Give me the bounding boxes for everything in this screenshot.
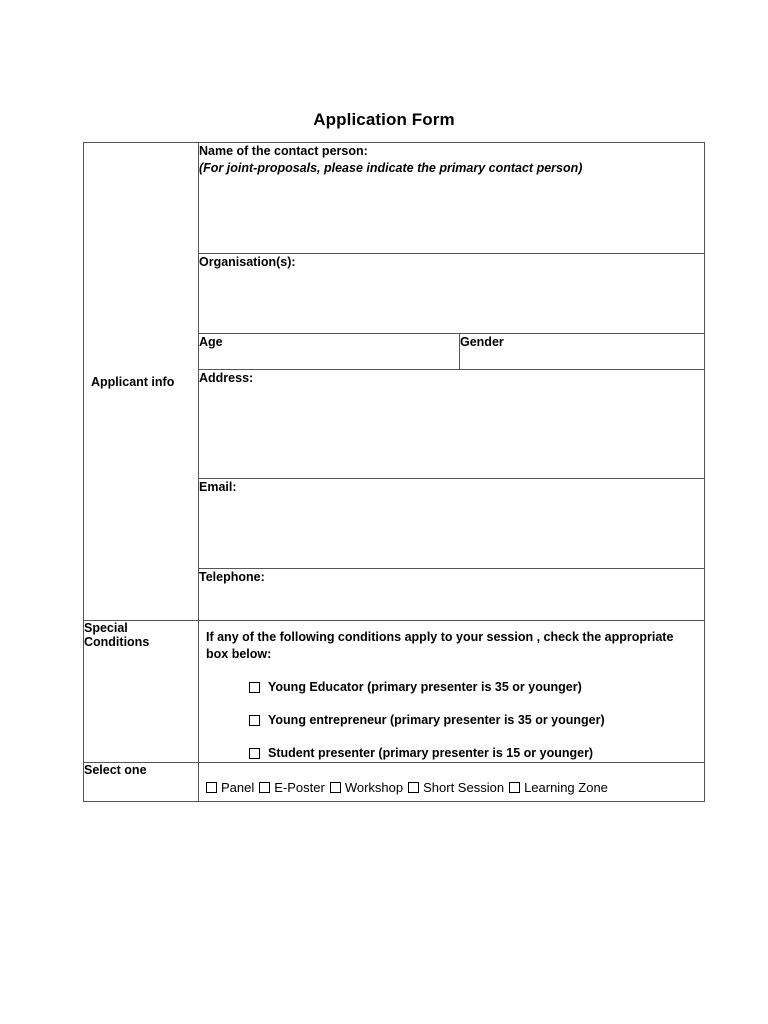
age-field[interactable] bbox=[199, 334, 460, 370]
special-conditions-label bbox=[84, 621, 199, 763]
email-field[interactable] bbox=[199, 479, 705, 569]
application-form-table bbox=[83, 142, 705, 802]
checkbox[interactable] bbox=[259, 782, 270, 793]
address-label: Address: bbox=[199, 371, 254, 385]
condition-young-educator[interactable] bbox=[249, 678, 704, 696]
option-label: Workshop bbox=[344, 780, 404, 795]
checkbox[interactable] bbox=[330, 782, 341, 793]
condition-student-presenter[interactable] bbox=[249, 744, 704, 762]
special-conditions-label-line2: Conditions bbox=[84, 635, 150, 649]
special-conditions-list bbox=[199, 678, 704, 762]
email-label: Email: bbox=[199, 480, 237, 494]
applicant-info-label bbox=[84, 143, 199, 621]
option-learning-zone[interactable] bbox=[509, 780, 608, 795]
checkbox[interactable] bbox=[249, 748, 260, 759]
option-label: E-Poster bbox=[274, 780, 325, 795]
contact-name-note: (For joint-proposals, please indicate the primary contact person) bbox=[199, 161, 583, 175]
telephone-label: Telephone: bbox=[199, 570, 265, 584]
organisation-field[interactable] bbox=[199, 254, 705, 334]
checkbox[interactable] bbox=[509, 782, 520, 793]
option-panel[interactable] bbox=[206, 780, 254, 795]
option-e-poster[interactable] bbox=[259, 780, 325, 795]
checkbox[interactable] bbox=[249, 682, 260, 693]
condition-young-entrepreneur[interactable] bbox=[249, 711, 704, 729]
contact-name-field[interactable] bbox=[199, 143, 705, 254]
checkbox[interactable] bbox=[249, 715, 260, 726]
form-title: Application Form bbox=[313, 110, 455, 129]
select-one-label-text: Select one bbox=[84, 763, 147, 777]
gender-field[interactable] bbox=[460, 334, 705, 370]
applicant-info-label-text: Applicant info bbox=[91, 374, 175, 389]
condition-label: Young Educator (primary presenter is 35 or younger) bbox=[268, 680, 582, 694]
option-label: Short Session bbox=[423, 780, 505, 795]
organisation-label: Organisation(s): bbox=[199, 255, 296, 269]
option-workshop[interactable] bbox=[330, 780, 403, 795]
condition-label: Student presenter (primary presenter is 15 or younger) bbox=[268, 746, 594, 760]
contact-name-label: Name of the contact person: bbox=[199, 144, 368, 158]
special-conditions-content bbox=[199, 621, 705, 763]
condition-label: Young entrepreneur (primary presenter is 35 or younger) bbox=[268, 713, 605, 727]
option-short-session[interactable] bbox=[408, 780, 504, 795]
telephone-field[interactable] bbox=[199, 569, 705, 621]
checkbox[interactable] bbox=[408, 782, 419, 793]
gender-label: Gender bbox=[460, 335, 504, 349]
session-type-options bbox=[199, 763, 705, 802]
address-field[interactable] bbox=[199, 370, 705, 479]
special-conditions-intro: If any of the following conditions apply to your session , check the appropriate box below: bbox=[206, 630, 674, 661]
session-type-row bbox=[199, 763, 704, 795]
special-conditions-label-line1: Special bbox=[84, 621, 128, 635]
option-label: Panel bbox=[221, 780, 255, 795]
select-one-label bbox=[84, 763, 199, 802]
age-label: Age bbox=[199, 335, 223, 349]
option-label: Learning Zone bbox=[524, 780, 608, 795]
checkbox[interactable] bbox=[206, 782, 217, 793]
